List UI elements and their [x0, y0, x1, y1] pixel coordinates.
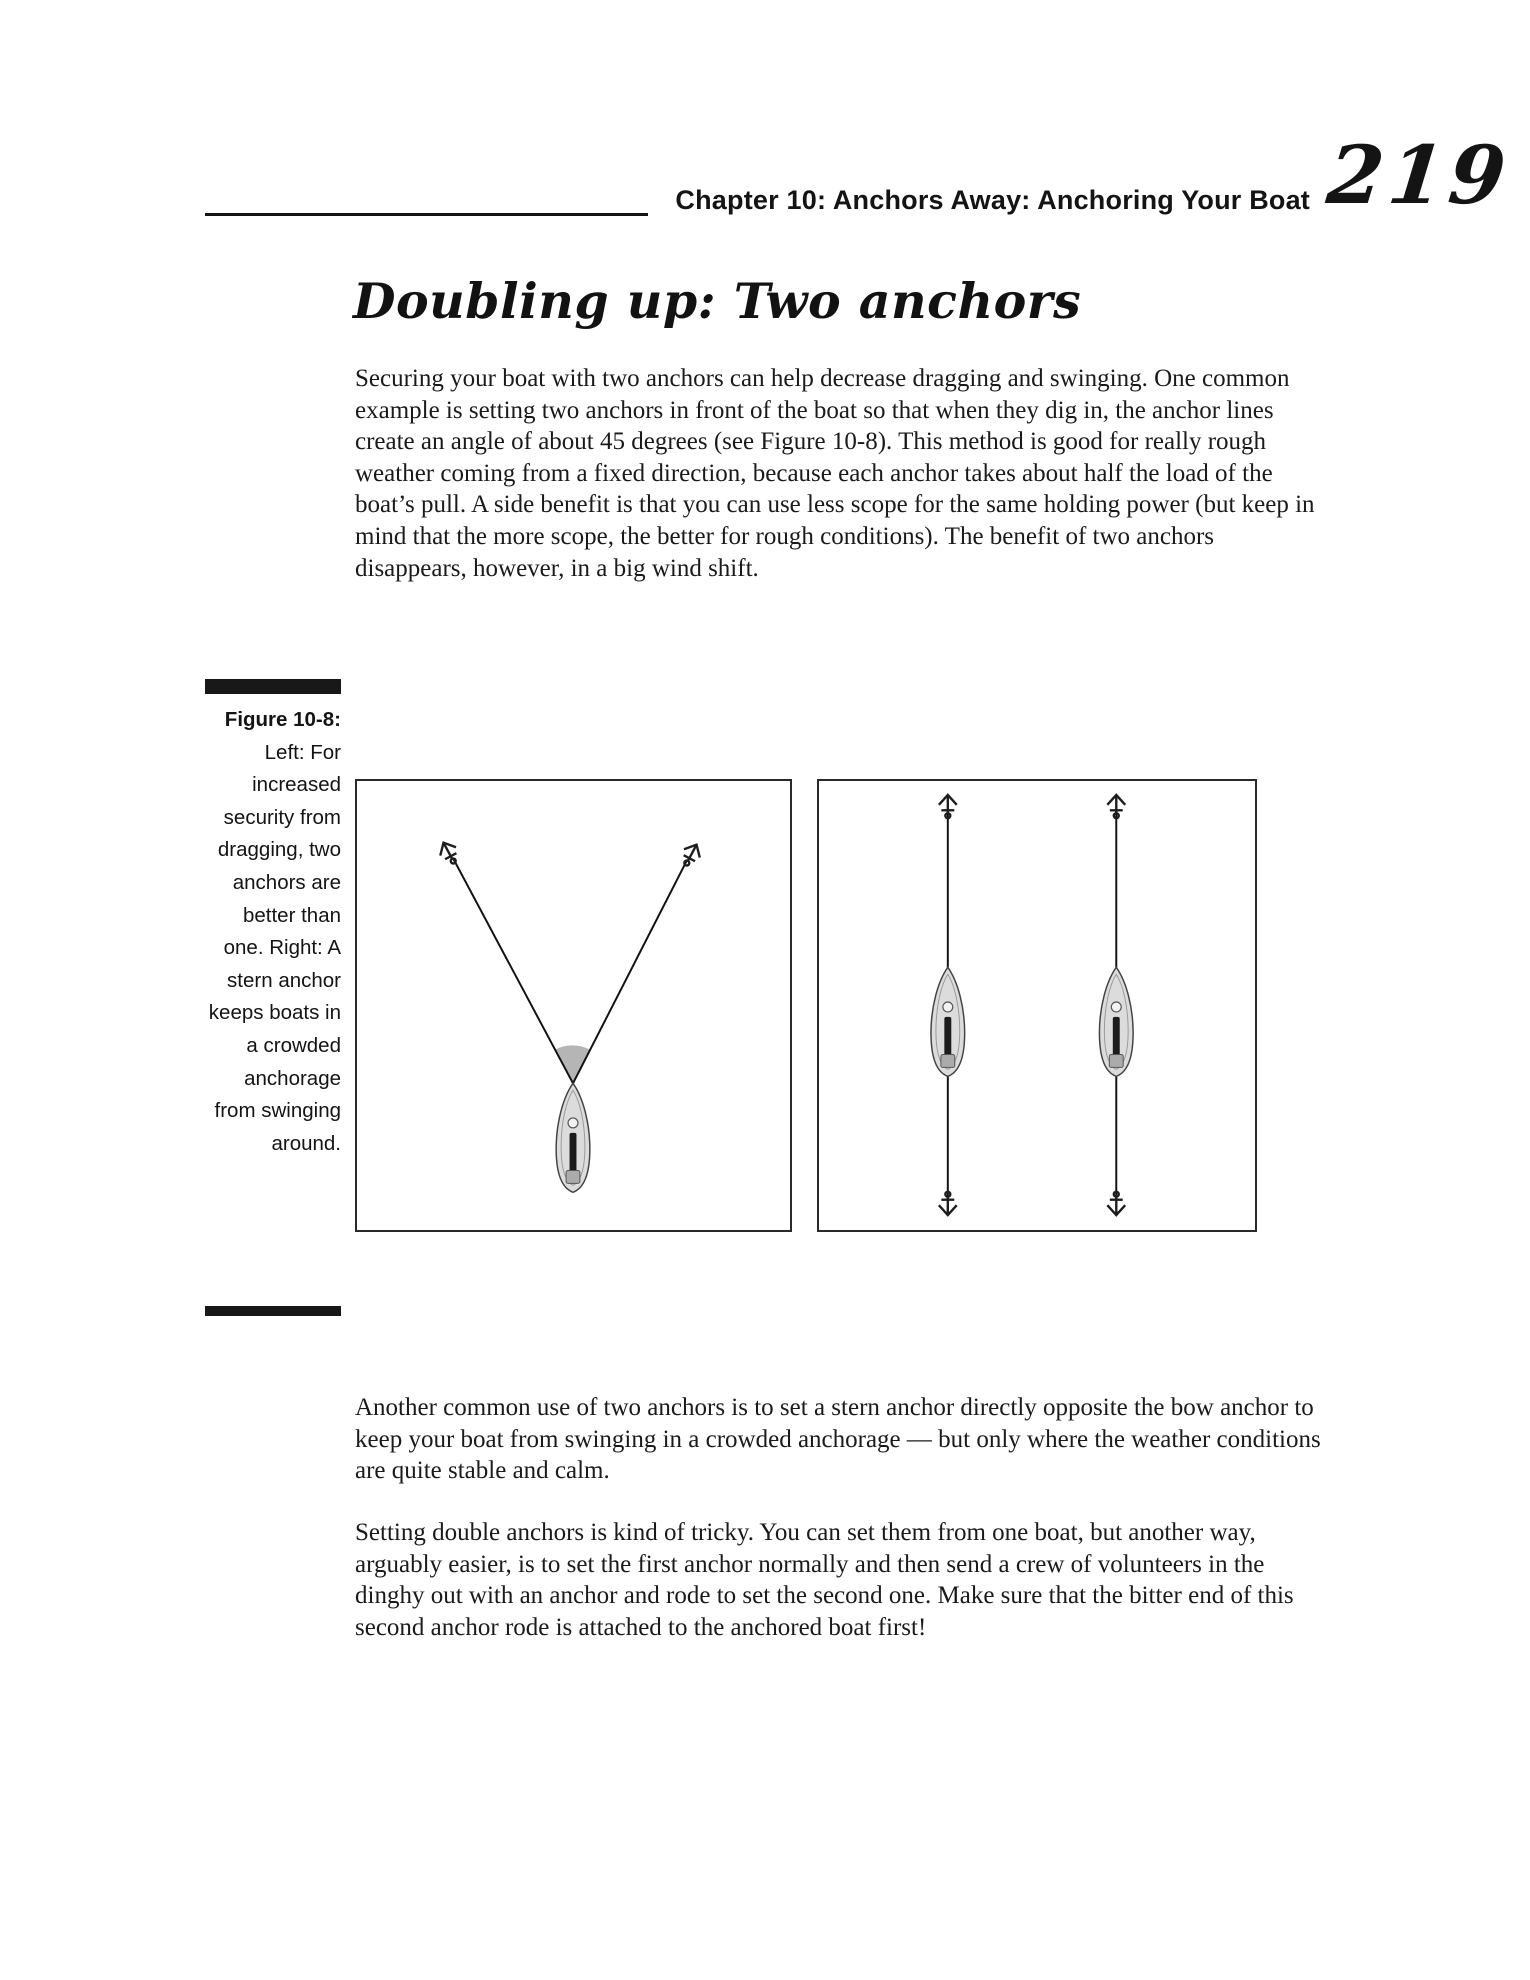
anchor-icon	[678, 840, 705, 869]
body-paragraph: Setting double anchors is kind of tricky. You can set them from one boat, but another way, arguably easier, is to set the first anchor normally and then send a crew of volunteers in the dinghy out with an anchor and rode to set the second one. Make sure that the bitter end of this second anchor rode is attached to the anchored boat first!	[355, 1519, 1294, 1641]
anchor-icon	[436, 838, 463, 867]
body-paragraph: Another common use of two anchors is to set a stern anchor directly opposite the bow anchor to keep your boat from swinging in a crowded anchorage — but only where the weather conditions are quite stable and calm.	[355, 1394, 1321, 1485]
angle-shade	[555, 1045, 590, 1083]
intro-paragraph: Securing your boat with two anchors can help decrease dragging and swinging. One common example is setting two anchors in front of the boat so that when they dig in, the anchor lines create an angle of about 45 degrees (see Figure 10-8). This method is good for really rough weather coming from a fixed direction, because each anchor takes about half the load of the boat’s pull. A side benefit is that you can use less scope for the same holding power (but keep in mind that the more scope, the better for rough conditions). The benefit of two anchors disappears, however, in a big wind shift.	[355, 365, 1315, 582]
figure-right-panel	[817, 779, 1257, 1232]
figure-caption-text: Left: For increased security from dragging, two anchors are better than one. Right: A stern anchor keeps boats in a crowded anchorage from swinging around.	[208, 740, 341, 1155]
figure-left-panel	[355, 779, 792, 1232]
figure-label: Figure 10-8:	[224, 708, 341, 731]
figure-right-diagram	[819, 781, 1255, 1230]
running-head: Chapter 10: Anchors Away: Anchoring Your Boat	[675, 185, 1310, 215]
anchor-line	[453, 858, 573, 1083]
section-heading: Doubling up: Two anchors	[353, 272, 1082, 330]
figure-left-diagram	[357, 781, 790, 1230]
caption-rule-top	[205, 679, 341, 694]
boat-icon	[1099, 967, 1133, 1076]
boat-icon	[931, 967, 965, 1076]
boat-icon	[556, 1083, 590, 1192]
header-rule	[205, 213, 648, 216]
figure-caption	[198, 704, 341, 1160]
anchor-line	[573, 860, 687, 1083]
caption-rule-bottom	[205, 1306, 341, 1316]
page-number: 219	[1323, 128, 1515, 222]
